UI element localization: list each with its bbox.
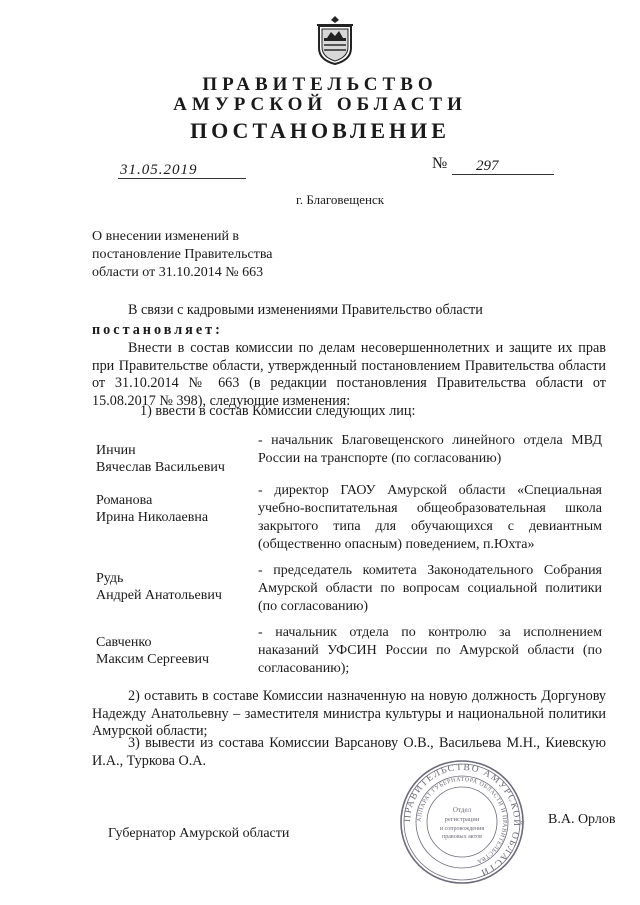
decree-date: 31.05.2019	[120, 162, 198, 178]
item-3-paragraph: 3) вывести из состава Комиссии Варсанову О.В., Васильева М.Н., Киевскую И.А., Туркова О.А.	[92, 735, 606, 769]
person-given-names: Максим Сергеевич	[96, 652, 210, 667]
person-name	[96, 634, 256, 668]
person-name	[96, 442, 256, 476]
person-surname: Инчин	[96, 443, 136, 458]
person-role: - председатель комитета Законодательного Собрания Амурской области по вопросам социальной политики (по согласованию)	[258, 563, 602, 614]
resolves-word: постановляет:	[92, 322, 223, 338]
seal-center-text: и сопровождения	[439, 826, 485, 832]
person-role: - директор ГАОУ Амурской области «Специальная учебно-воспитательная общеобразовательная школа закрытого типа для обучающихся с девиантным (общественно опасным) поведением, п.Юхта»	[258, 483, 602, 552]
person-given-names: Андрей Анатольевич	[96, 588, 222, 603]
person-given-names: Ирина Николаевна	[96, 510, 209, 525]
signatory-position: Губернатор Амурской области	[108, 826, 290, 841]
seal-center-text: Отдел	[452, 806, 472, 814]
person-surname: Рудь	[96, 571, 124, 586]
person-role: - начальник отдела по контролю за исполнением наказаний УФСИН России по Амурской области (по согласованию);	[258, 625, 602, 676]
decree-number: 297	[476, 158, 499, 174]
subject-line: области от 31.10.2014 № 663	[92, 265, 264, 280]
person-surname: Савченко	[96, 635, 152, 650]
document-type-title: ПОСТАНОВЛЕНИЕ	[190, 118, 450, 143]
item-2-paragraph: 2) оставить в составе Комиссии назначенную на новую должность Доргунову Надежду Анатольевну – заместителя министра культуры и национальной политики Амурской области;	[92, 688, 606, 739]
number-label: №	[432, 155, 448, 172]
subject-line: постановление Правительства	[92, 247, 273, 262]
date-underline	[118, 178, 246, 179]
seal-inner-ring-text: АППАРАТ ГУБЕРНАТОРА ОБЛАСТИ И ПРАВИТЕЛЬСТВА	[416, 776, 508, 865]
official-seal-stamp	[398, 758, 526, 886]
item-1-paragraph: Внести в состав комиссии по делам несовершеннолетних и защите их прав при Правительстве области, утвержденный постановлением Правительства области от 31.10.2014 № 663 (в редакции постановления Правительства области от 15.08.2017 № 398), следующие изменения:	[92, 340, 606, 409]
number-underline	[452, 174, 554, 175]
government-name-line1: ПРАВИТЕЛЬСТВО	[202, 74, 438, 95]
intro-paragraph: В связи с кадровыми изменениями Правительство области	[128, 302, 483, 318]
sub-item-1: 1) ввести в состав Комиссии следующих лиц:	[140, 403, 416, 419]
city-name: г. Благовещенск	[295, 192, 385, 207]
seal-ring-text: ПРАВИТЕЛЬСТВО АМУРСКОЙ ОБЛАСТИ	[402, 762, 522, 878]
subject-line: О внесении изменений в	[92, 229, 240, 244]
decree-subject	[92, 228, 312, 282]
signatory-name: В.А. Орлов	[548, 812, 616, 827]
government-name-line2: АМУРСКОЙ ОБЛАСТИ	[173, 94, 467, 115]
person-name	[96, 570, 256, 604]
person-given-names: Вячеслав Васильевич	[96, 460, 225, 475]
coat-of-arms-icon	[315, 14, 355, 66]
person-role: - начальник Благовещенского линейного отдела МВД России на транспорте (по согласованию)	[258, 433, 602, 466]
person-name	[96, 492, 256, 526]
seal-center-text: регистрации	[444, 816, 480, 823]
person-surname: Романова	[96, 493, 153, 508]
seal-center-text: правовых актов	[442, 834, 482, 840]
